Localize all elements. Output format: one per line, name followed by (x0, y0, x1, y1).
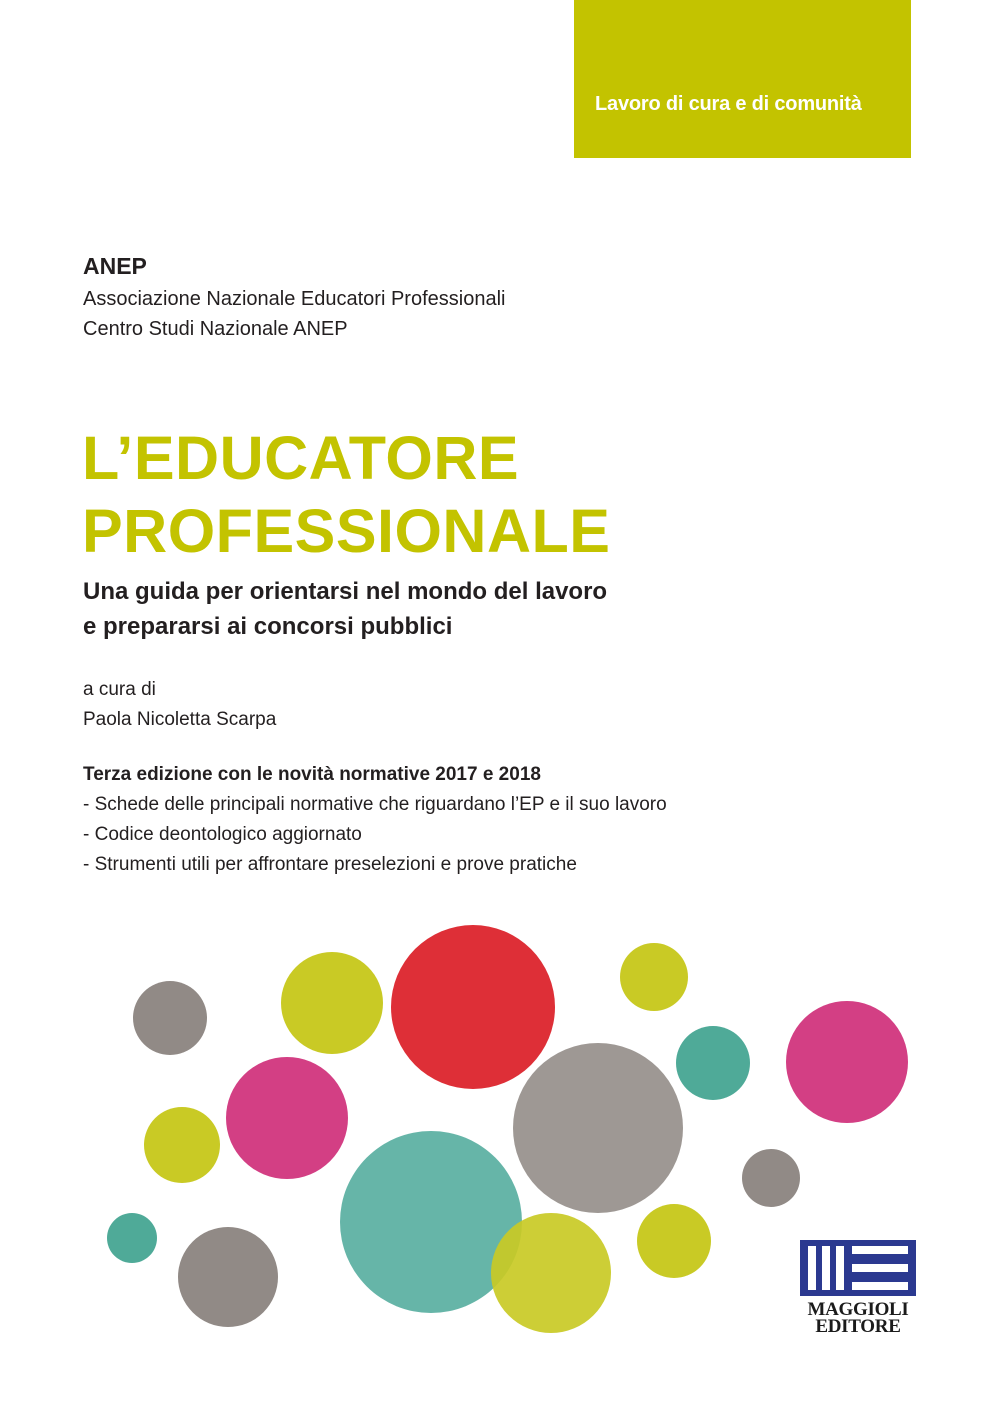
association-acronym: ANEP (83, 253, 147, 279)
bubble (391, 925, 555, 1089)
bubble (786, 1001, 908, 1123)
bubble (144, 1107, 220, 1183)
bubble (178, 1227, 278, 1327)
book-title-line-1: L’EDUCATORE (82, 424, 520, 492)
bubble (513, 1043, 683, 1213)
curator-name: Paola Nicoletta Scarpa (83, 709, 277, 730)
bubble (620, 943, 688, 1011)
bubble (133, 981, 207, 1055)
association-full-name: Associazione Nazionale Educatori Professionali (83, 288, 506, 310)
bubble (107, 1213, 157, 1263)
book-title-line-2: PROFESSIONALE (82, 497, 611, 565)
bubble (226, 1057, 348, 1179)
bubble (637, 1204, 711, 1278)
publisher-mark-icon (800, 1240, 916, 1296)
publisher-name-line-1: MAGGIOLI (807, 1299, 909, 1320)
book-subtitle-line-2: e prepararsi ai concorsi pubblici (83, 613, 453, 640)
edition-item: - Strumenti utili per affrontare preselezioni e prove pratiche (83, 854, 577, 875)
bubble (676, 1026, 750, 1100)
bubble (491, 1213, 611, 1333)
publisher-name-line-2: EDITORE (815, 1316, 901, 1337)
bubble (281, 952, 383, 1054)
edition-item: - Schede delle principali normative che riguardano l’EP e il suo lavoro (83, 794, 667, 815)
association-study-center: Centro Studi Nazionale ANEP (83, 318, 348, 340)
series-label: Lavoro di cura e di comunità (595, 93, 862, 115)
publisher-logo (800, 1240, 916, 1335)
curator-label: a cura di (83, 679, 156, 700)
book-subtitle-line-1: Una guida per orientarsi nel mondo del lavoro (83, 578, 608, 605)
bubble (742, 1149, 800, 1207)
edition-heading: Terza edizione con le novità normative 2017 e 2018 (83, 764, 541, 785)
edition-item: - Codice deontologico aggiornato (83, 824, 362, 845)
